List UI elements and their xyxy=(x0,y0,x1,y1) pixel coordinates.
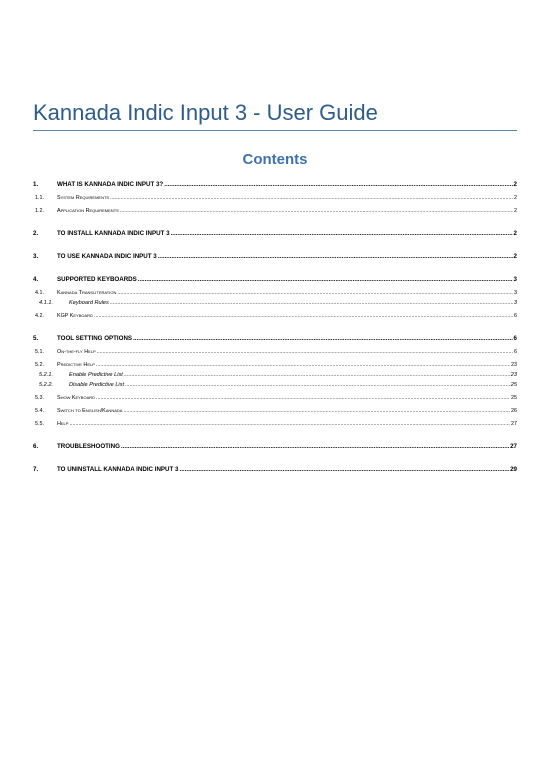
toc-entry[interactable] xyxy=(33,371,517,380)
title-divider xyxy=(33,130,517,131)
toc-dot-leader xyxy=(121,442,509,452)
toc-entry[interactable] xyxy=(33,442,517,452)
toc-entry-number: 1. xyxy=(33,181,39,188)
toc-entry-page: 3 xyxy=(513,276,517,283)
toc-entry[interactable] xyxy=(33,407,517,416)
toc-dot-leader xyxy=(164,180,512,190)
toc-entry-number: 4.2. xyxy=(35,313,44,319)
toc-entry-page: 2 xyxy=(513,181,517,188)
toc-entry-title[interactable]: Disable Predictive List xyxy=(69,382,125,388)
toc-entry-title[interactable]: TOOL SETTING OPTIONS xyxy=(57,335,133,342)
toc-entry-page: 26 xyxy=(511,408,517,414)
toc-entry-number: 5.3. xyxy=(35,395,44,401)
toc-entry-number: 2. xyxy=(33,230,39,237)
toc-entry[interactable] xyxy=(33,180,517,190)
toc-entry-title[interactable]: TO USE KANNADA INDIC INPUT 3 xyxy=(57,253,157,260)
toc-entry-number: 6. xyxy=(33,443,39,450)
toc-entry-page: 2 xyxy=(514,195,517,201)
toc-dot-leader xyxy=(133,334,512,344)
toc-entry-page: 25 xyxy=(511,395,517,401)
toc-entry[interactable] xyxy=(33,252,517,262)
toc-entry-title[interactable]: WHAT IS KANNADA INDIC INPUT 3? xyxy=(57,181,164,188)
toc-entry-title[interactable]: On-the-fly Help xyxy=(57,349,96,355)
toc-entry[interactable] xyxy=(33,229,517,239)
toc-entry-number: 5.5. xyxy=(35,421,44,427)
table-of-contents xyxy=(33,180,517,475)
toc-entry-page: 6 xyxy=(514,349,517,355)
toc-entry-page: 25 xyxy=(510,382,517,388)
toc-entry-title[interactable]: Enable Predictive List xyxy=(69,372,123,378)
toc-dot-leader xyxy=(69,419,510,429)
toc-entry-title[interactable]: Predictive Help xyxy=(57,362,95,368)
toc-entry[interactable] xyxy=(33,194,517,203)
toc-dot-leader xyxy=(110,193,513,203)
toc-entry-number: 5.4. xyxy=(35,408,44,414)
toc-entry-page: 6 xyxy=(514,313,517,319)
toc-entry-number: 4. xyxy=(33,276,39,283)
toc-dot-leader xyxy=(97,347,513,357)
toc-entry-page: 29 xyxy=(510,466,517,473)
toc-entry-number: 7. xyxy=(33,466,39,473)
toc-entry[interactable] xyxy=(33,420,517,429)
toc-entry-number: 4.1. xyxy=(35,290,44,296)
toc-entry-page: 2 xyxy=(513,253,517,260)
toc-entry-title[interactable]: Show Keyboard xyxy=(57,395,96,401)
toc-entry-title[interactable]: SUPPORTED KEYBOARDS xyxy=(57,276,137,283)
toc-entry-number: 3. xyxy=(33,253,39,260)
toc-dot-leader xyxy=(94,311,513,321)
toc-entry-page: 2 xyxy=(514,208,517,214)
toc-dot-leader xyxy=(124,370,510,380)
toc-entry-page: 3 xyxy=(514,290,517,296)
toc-dot-leader xyxy=(96,360,510,370)
toc-entry[interactable] xyxy=(33,361,517,370)
toc-entry[interactable] xyxy=(33,312,517,321)
toc-dot-leader xyxy=(125,380,510,390)
toc-entry-number: 5.1. xyxy=(35,349,44,355)
toc-entry-title[interactable]: System Requirements xyxy=(57,195,110,201)
toc-entry[interactable] xyxy=(33,207,517,216)
toc-entry-page: 23 xyxy=(510,372,517,378)
toc-entry-title[interactable]: TO INSTALL KANNADA INDIC INPUT 3 xyxy=(57,230,170,237)
toc-entry[interactable] xyxy=(33,381,517,390)
toc-dot-leader xyxy=(120,206,513,216)
toc-entry-number: 5. xyxy=(33,335,39,342)
toc-entry-page: 3 xyxy=(513,300,517,306)
toc-entry-page: 23 xyxy=(511,362,517,368)
toc-entry-page: 27 xyxy=(510,443,517,450)
toc-dot-leader xyxy=(171,229,513,239)
toc-dot-leader xyxy=(179,465,509,475)
toc-entry[interactable] xyxy=(33,394,517,403)
toc-dot-leader xyxy=(110,298,513,308)
toc-dot-leader xyxy=(117,288,513,298)
toc-entry-title[interactable]: TO UNINSTALL KANNADA INDIC INPUT 3 xyxy=(57,466,179,473)
toc-entry[interactable] xyxy=(33,334,517,344)
toc-entry-number: 5.2.1. xyxy=(39,372,53,378)
toc-entry-number: 1.1. xyxy=(35,195,44,201)
toc-entry[interactable] xyxy=(33,348,517,357)
toc-dot-leader xyxy=(158,252,513,262)
toc-entry-number: 5.2.2. xyxy=(39,382,53,388)
document-title: Kannada Indic Input 3 - User Guide xyxy=(33,100,378,125)
toc-entry-title[interactable]: KGP Keyboard xyxy=(57,313,93,319)
toc-entry-number: 1.2. xyxy=(35,208,44,214)
toc-entry-page: 6 xyxy=(513,335,517,342)
toc-entry-title[interactable]: Help xyxy=(57,421,69,427)
toc-entry[interactable] xyxy=(33,465,517,475)
toc-entry-page: 2 xyxy=(513,230,517,237)
toc-entry-number: 5.2. xyxy=(35,362,44,368)
toc-entry[interactable] xyxy=(33,299,517,308)
toc-entry-title[interactable]: Kannada Transliteration xyxy=(57,290,117,296)
toc-entry[interactable] xyxy=(33,289,517,298)
toc-dot-leader xyxy=(138,275,513,285)
toc-entry-title[interactable]: Keyboard Rules xyxy=(69,300,109,306)
toc-dot-leader xyxy=(96,393,510,403)
toc-entry-title[interactable]: Switch to English/Kannada xyxy=(57,408,123,414)
toc-entry-number: 4.1.1. xyxy=(39,300,53,306)
toc-heading: Contents xyxy=(242,151,308,168)
toc-entry-title[interactable]: TROUBLESHOOTING xyxy=(57,443,120,450)
toc-dot-leader xyxy=(123,406,510,416)
toc-entry-page: 27 xyxy=(511,421,517,427)
toc-entry-title[interactable]: Application Requirements xyxy=(57,208,119,214)
toc-entry[interactable] xyxy=(33,275,517,285)
